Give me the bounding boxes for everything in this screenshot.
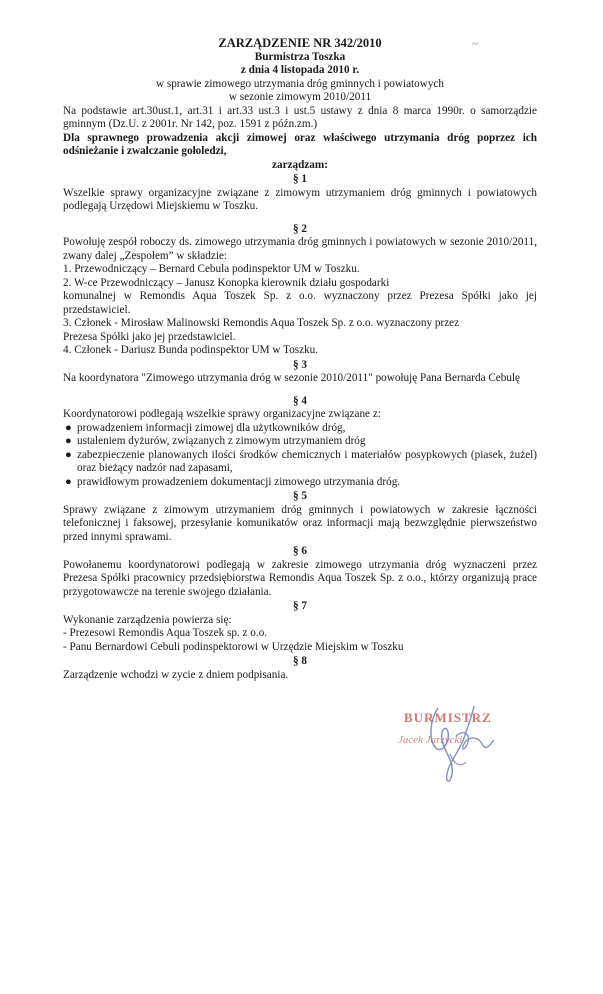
- executor-2: - Panu Bernardowi Cebuli podinspektorowi w Urzędzie Miejskim w Toszku: [63, 640, 404, 653]
- list-item: [63, 476, 537, 490]
- executor-1: - Prezesowi Remondis Aqua Toszek sp. z o.o.: [63, 627, 268, 639]
- subject-line-2: w sezonie zimowym 2010/2011: [228, 91, 372, 103]
- team-member-3-line-1: 3. Członek - Mirosław Malinowski Remondis Aqua Toszek Sp. z o.o. wyznaczony przez: [63, 317, 460, 329]
- section-mark-3: § 3: [293, 358, 307, 371]
- section-5-text: Sprawy związane z zimowym utrzymaniem dróg gminnych i powiatowych w zakresie łączności telefonicznej i faksowej, przesyłanie komunikatów oraz informacji mają bezwzględnie pierwszeństwo przed innymi sprawami.: [63, 503, 537, 543]
- section-2-text: Powołuję zespół roboczy ds. zimowego utrzymania dróg gminnych i powiatowych w sezonie 2010/2011, zwany dalej „Zespołem” w składzie:: [63, 236, 537, 262]
- team-member-1: 1. Przewodniczący – Bernard Cebula podinspektor UM w Toszku.: [63, 263, 360, 275]
- decree-word: zarządzam:: [272, 158, 328, 171]
- section-7-text: Wykonanie zarządzenia powierza się:: [63, 613, 232, 626]
- section-mark-8: § 8: [293, 655, 307, 667]
- section-3-text: Na koordynatora "Zimowego utrzymania dróg w sezonie 2010/2011" powołuję Pana Bernarda Cebulę: [63, 372, 521, 384]
- corner-mark: ~: [472, 38, 478, 50]
- bullet-icon: ●: [65, 475, 72, 488]
- mayor-stamp: [390, 690, 550, 800]
- section-mark-5: § 5: [293, 490, 307, 502]
- signature-icon: [390, 690, 550, 800]
- section-6-text: Powołanemu koordynatorowi podlegają w zakresie zimowego utrzymania dróg wyznaczeni przez Prezesa Spółki pracownicy przedsiębiorstwa Remondis Aqua Toszek Sp. z o.o., którzy organizują prace przygotowawcze na terenie swojego działania.: [63, 558, 537, 598]
- subject-line-1: w sprawie zimowego utrzymania dróg gminnych i powiatowych: [155, 77, 444, 90]
- section-mark-1: § 1: [293, 173, 307, 185]
- list-item: [63, 435, 537, 449]
- team-member-2-line-1: 2. W-ce Przewodniczący – Janusz Konopka kierownik działu gospodarki: [63, 276, 390, 289]
- section-mark-7: § 7: [293, 600, 307, 612]
- list-item-text: ustaleniem dyżurów, związanych z zimowym utrzymaniem dróg: [77, 435, 366, 447]
- date-line: z dnia 4 listopada 2010 r.: [240, 64, 360, 76]
- document-body: [63, 36, 537, 682]
- list-item: [63, 422, 537, 436]
- team-member-3-line-2: Prezesa Spółki jako jej przedstawiciel.: [63, 330, 236, 343]
- bullet-icon: ●: [65, 421, 72, 434]
- section-8-text: Zarządzenie wchodzi w zycie z dniem podpisania.: [63, 668, 289, 681]
- team-member-2-line-2: komunalnej w Remondis Aqua Toszek Sp. z o.o. wyznaczony przez Prezesa Spółki jako jej przedstawiciel.: [63, 290, 537, 316]
- legal-basis: Na podstawie art.30ust.1, art.31 i art.33 ust.3 i ust.5 ustawy z dnia 8 marca 1990r. o samorządzie gminnym (Dz.U. z 2001r. Nr 142, poz. 1591 z późn.zm.): [63, 104, 537, 130]
- list-item-text: prowadzeniem informacji zimowej dla użytkowników dróg,: [77, 421, 346, 434]
- team-member-4: 4. Członek - Dariusz Bunda podinspektor UM w Toszku.: [63, 344, 319, 356]
- list-item-text: prawidłowym prowadzeniem dokumentacji zimowego utrzymania dróg.: [77, 475, 401, 488]
- list-item-text: zabezpieczenie planowanych ilości środków chemicznych i materiałów posypkowych (piasek, żużel) oraz bieżący nadzór nad zapasami,: [77, 448, 537, 474]
- stamp-name: Jacek Jarzycki: [398, 734, 463, 746]
- purpose-statement: Dla sprawnego prowadzenia akcji zimowej oraz właściwego utrzymania dróg poprzez ich odśnieżanie i zwalczanie gołoledzi,: [63, 131, 537, 157]
- document-title: ZARZĄDZENIE NR 342/2010: [218, 36, 382, 50]
- list-item: [63, 449, 537, 476]
- bullet-icon: ●: [65, 435, 72, 447]
- section-mark-2: § 2: [293, 222, 307, 235]
- stamp-title: BURMISTRZ: [404, 710, 492, 725]
- section-1-text: Wszelkie sprawy organizacyjne związane z zimowym utrzymaniem dróg gminnych i powiatowych podlegają Urzędowi Miejskiemu w Toszku.: [63, 186, 537, 212]
- section-4-text: Koordynatorowi podlegają wszelkie sprawy organizacyjne związane z:: [63, 408, 381, 420]
- section-mark-4: § 4: [293, 394, 307, 407]
- issuer-line: Burmistrza Toszka: [254, 50, 346, 63]
- bullet-icon: ●: [65, 448, 72, 461]
- section-4-list: [63, 422, 537, 490]
- section-mark-6: § 6: [293, 545, 307, 557]
